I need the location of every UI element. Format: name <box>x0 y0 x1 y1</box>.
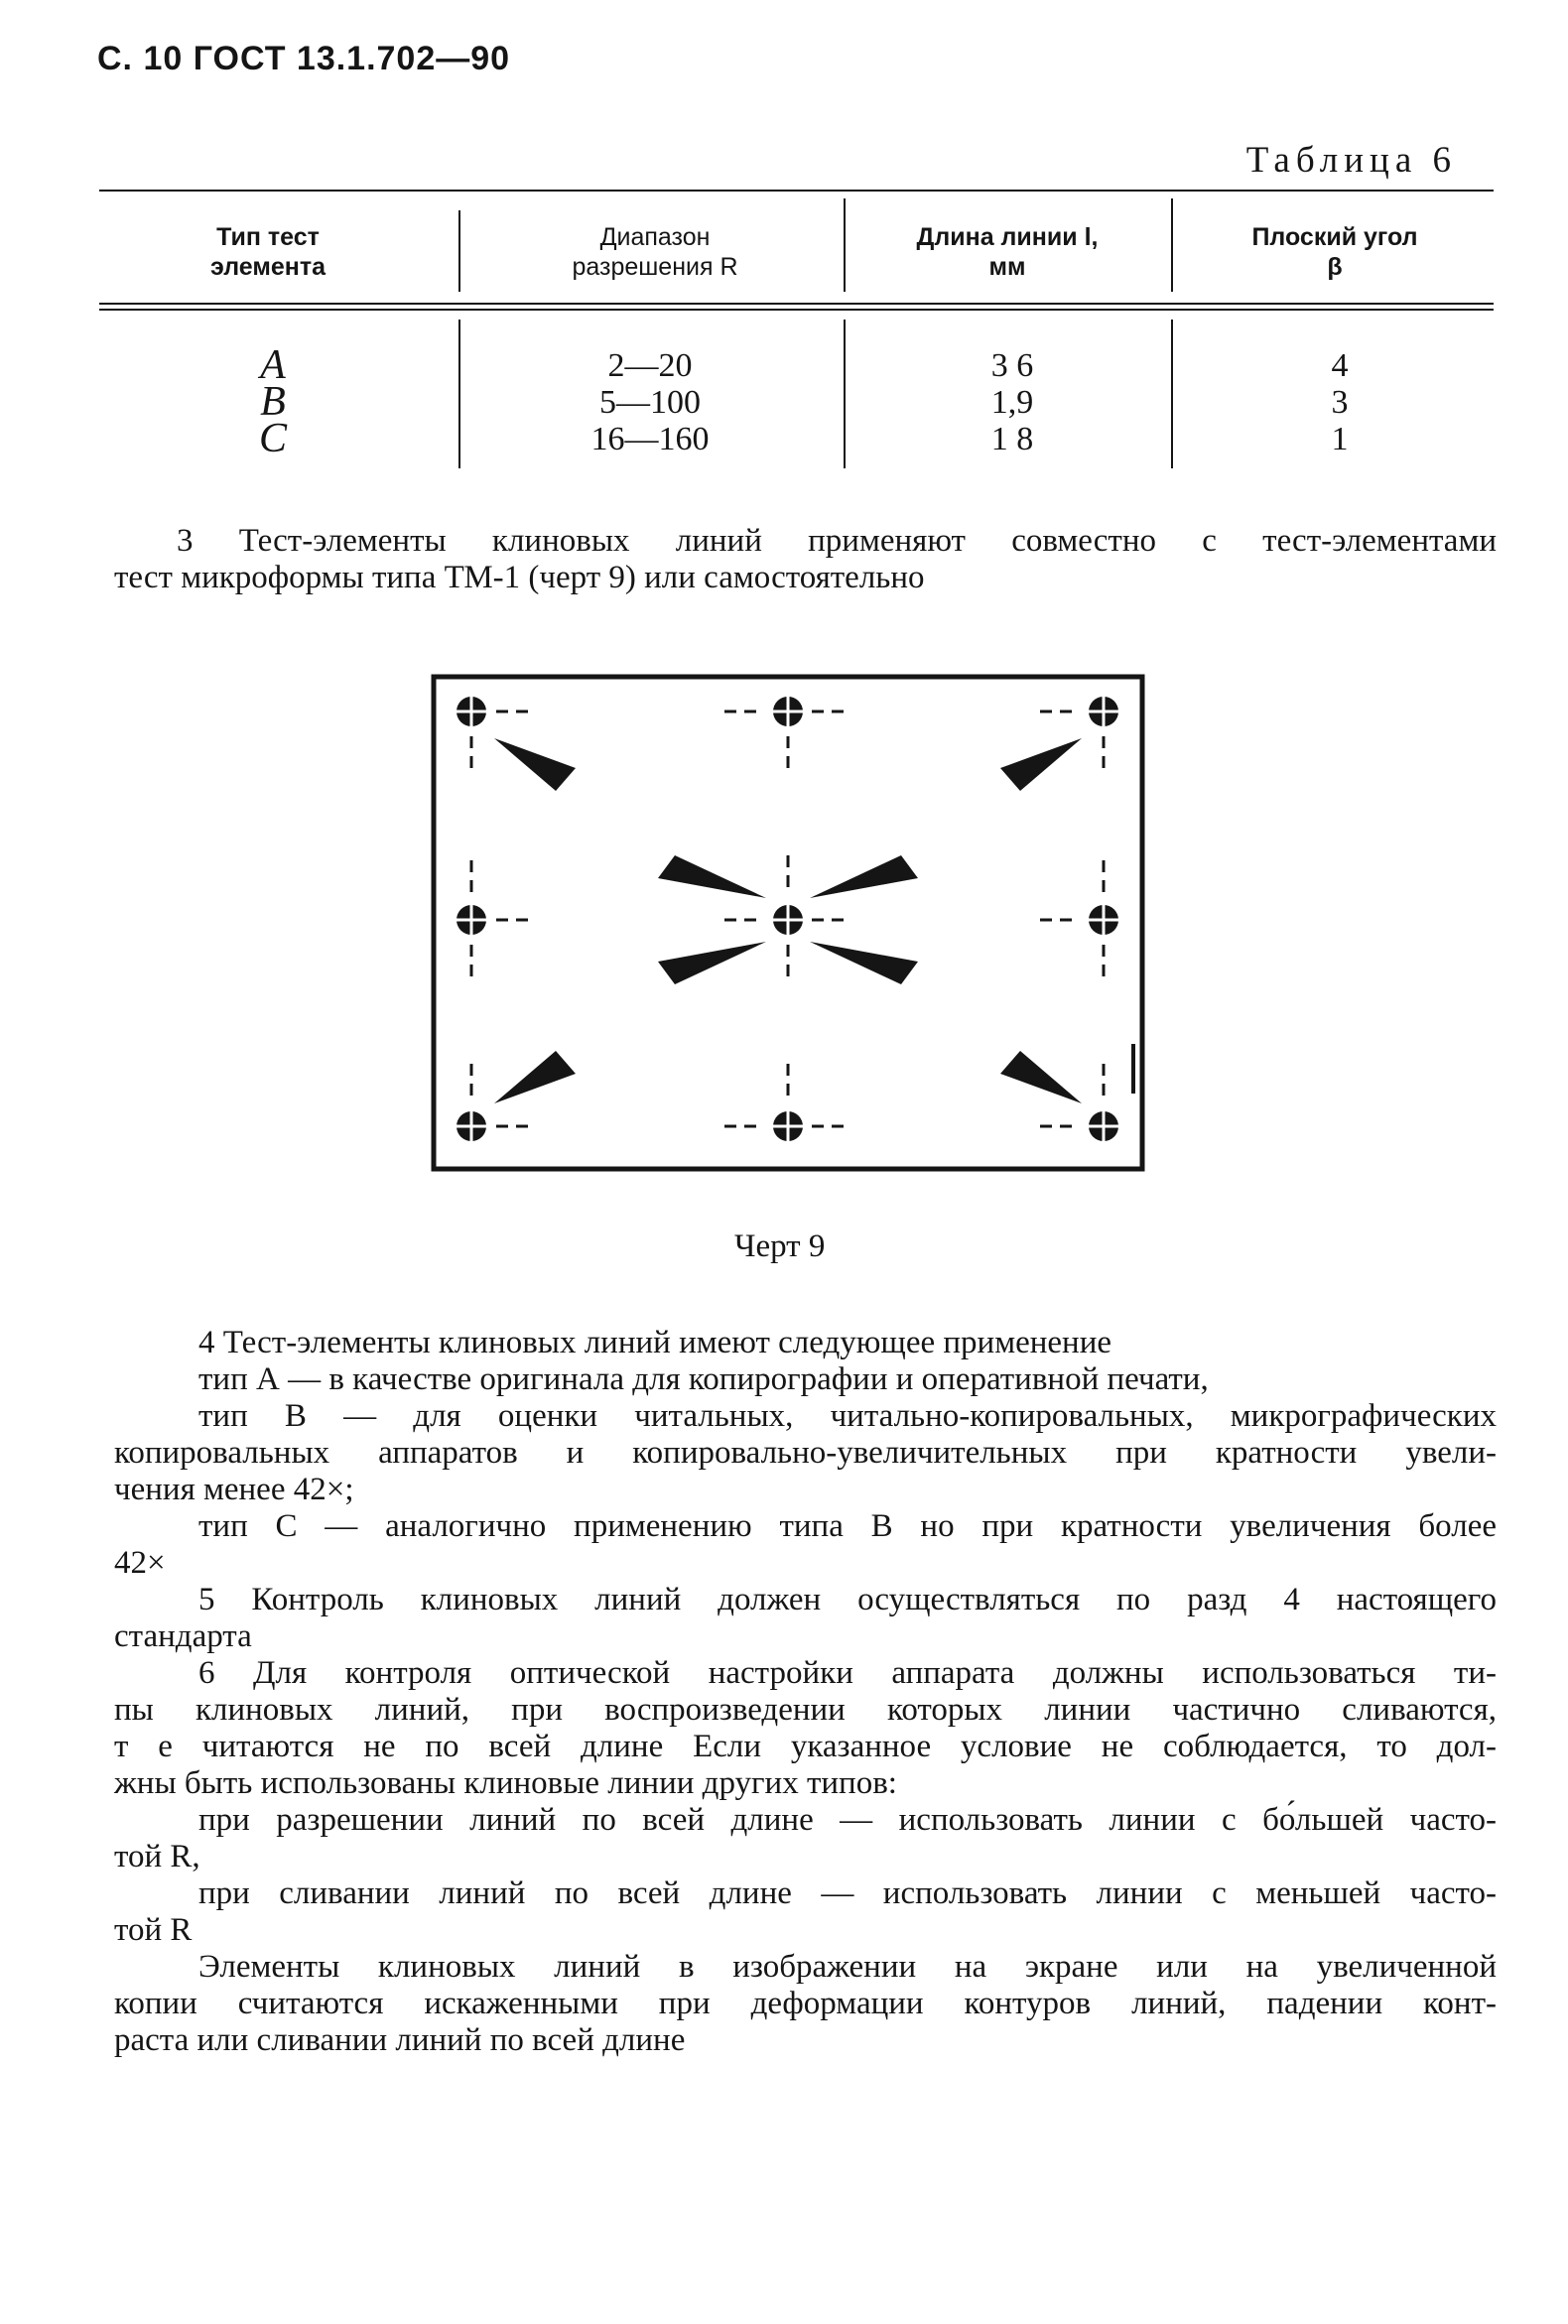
table-cell: 1 <box>1331 421 1349 457</box>
body-divider <box>458 320 460 468</box>
table-caption: Таблица 6 <box>1245 140 1457 181</box>
text-line: т е читаются не по всей длине Если указанное условие не соблюдается, то дол- <box>114 1729 1497 1764</box>
registration-mark-top-left <box>457 697 536 776</box>
header-type <box>139 222 397 282</box>
table-cell: 3 6 <box>990 347 1034 384</box>
registration-mark-bottom-center <box>724 1064 851 1141</box>
header-line: Плоский угол <box>1251 223 1418 251</box>
text-line: 5 Контроль клиновых линий должен осуществляться по разд 4 настоящего <box>198 1582 1497 1617</box>
body-text <box>114 1325 1497 2059</box>
text-line: стандарта <box>114 1618 252 1654</box>
page-header: С. 10 ГОСТ 13.1.702—90 <box>97 40 511 77</box>
header-divider <box>1171 198 1173 292</box>
registration-mark-center <box>724 855 851 984</box>
text-line: той R <box>114 1912 193 1948</box>
table-cell: 1,9 <box>990 384 1034 421</box>
header-line: Тип тест <box>216 223 320 251</box>
column-type <box>198 342 347 461</box>
header-length <box>863 222 1151 282</box>
wedge-center-upper-left <box>658 855 766 898</box>
text-line: чения менее 42×; <box>114 1472 354 1507</box>
header-line: β <box>1327 253 1343 281</box>
registration-mark-bottom-left <box>457 1064 534 1141</box>
registration-mark-middle-left <box>457 860 534 984</box>
table-cell: 2—20 <box>607 347 693 384</box>
figure-9 <box>427 667 1161 1183</box>
header-line: Длина линии l, <box>916 223 1099 251</box>
header-divider <box>844 198 846 292</box>
figure-caption: Черт 9 <box>734 1228 826 1264</box>
header-line: разрешения R <box>572 253 738 281</box>
text-line: 6 Для контроля оптической настройки аппарата должны использоваться ти- <box>198 1655 1497 1691</box>
table-cell: 1 8 <box>990 421 1034 457</box>
header-divider <box>458 210 460 292</box>
table-cell: 3 <box>1331 384 1349 421</box>
text-line: копии считаются искаженными при деформации контуров линий, падении конт- <box>114 1986 1497 2021</box>
wedge-top-right <box>1000 738 1082 791</box>
text-line: тип В — для оценки читальных, читально-копировальных, микрографических <box>198 1398 1497 1434</box>
header-angle <box>1191 222 1479 282</box>
text-line: пы клиновых линий, при воспроизведении которых линии частично сливаются, <box>114 1692 1497 1728</box>
registration-mark-top-center <box>724 697 851 776</box>
header-line: элемента <box>210 253 326 281</box>
text-line: 42× <box>114 1545 166 1581</box>
text-line: 4 Тест-элементы клиновых линий имеют следующее применение <box>198 1325 1112 1360</box>
table-top-rule <box>99 190 1494 192</box>
header-line: мм <box>988 253 1026 281</box>
table-header-rule-1 <box>99 303 1494 305</box>
text-line: тест микроформы типа ТМ-1 (черт 9) или самостоятельно <box>114 560 925 595</box>
text-line: той R, <box>114 1839 200 1874</box>
header-range <box>496 222 814 282</box>
text-line: раста или сливании линий по всей длине <box>114 2022 686 2058</box>
column-angle <box>1280 347 1399 457</box>
table-cell: 4 <box>1331 347 1349 384</box>
paragraph-3 <box>114 523 1497 596</box>
wedge-bottom-left <box>494 1051 576 1103</box>
text-line: 3 Тест-элементы клиновых линий применяют совместно с тест-элементами <box>177 523 1497 559</box>
text-line: при разрешении линий по всей длине — использовать линии с бо́льшей часто- <box>198 1802 1497 1838</box>
header-line: Диапазон <box>599 223 711 251</box>
body-divider <box>1171 320 1173 468</box>
text-line: Элементы клиновых линий в изображении на экране или на увеличенной <box>198 1949 1497 1985</box>
registration-mark-top-right <box>1040 697 1118 776</box>
column-length <box>933 347 1092 457</box>
text-line: тип С — аналогично применению типа В но при кратности увеличения более <box>198 1508 1497 1544</box>
text-line: при сливании линий по всей длине — использовать линии с меньшей часто- <box>198 1875 1497 1911</box>
body-divider <box>844 320 846 468</box>
wedge-top-left <box>494 738 576 791</box>
table-cell: A <box>260 342 286 388</box>
wedge-center-lower-right <box>810 942 918 984</box>
column-range <box>551 347 749 457</box>
table-cell: 16—160 <box>590 421 710 457</box>
text-line: тип А — в качестве оригинала для копирографии и оперативной печати, <box>198 1361 1209 1397</box>
registration-mark-middle-right <box>1040 860 1118 984</box>
table-cell: 5—100 <box>599 384 701 421</box>
wedge-center-upper-right <box>810 855 918 898</box>
wedge-bottom-right <box>1000 1051 1082 1103</box>
text-line: копировальных аппаратов и копировально-увеличительных при кратности увели- <box>114 1435 1497 1471</box>
text-line: жны быть использованы клиновые линии других типов: <box>114 1765 897 1801</box>
table-cell: C <box>258 416 287 461</box>
table-header-rule-2 <box>99 309 1494 311</box>
wedge-center-lower-left <box>658 942 766 984</box>
table-cell: B <box>260 379 286 425</box>
